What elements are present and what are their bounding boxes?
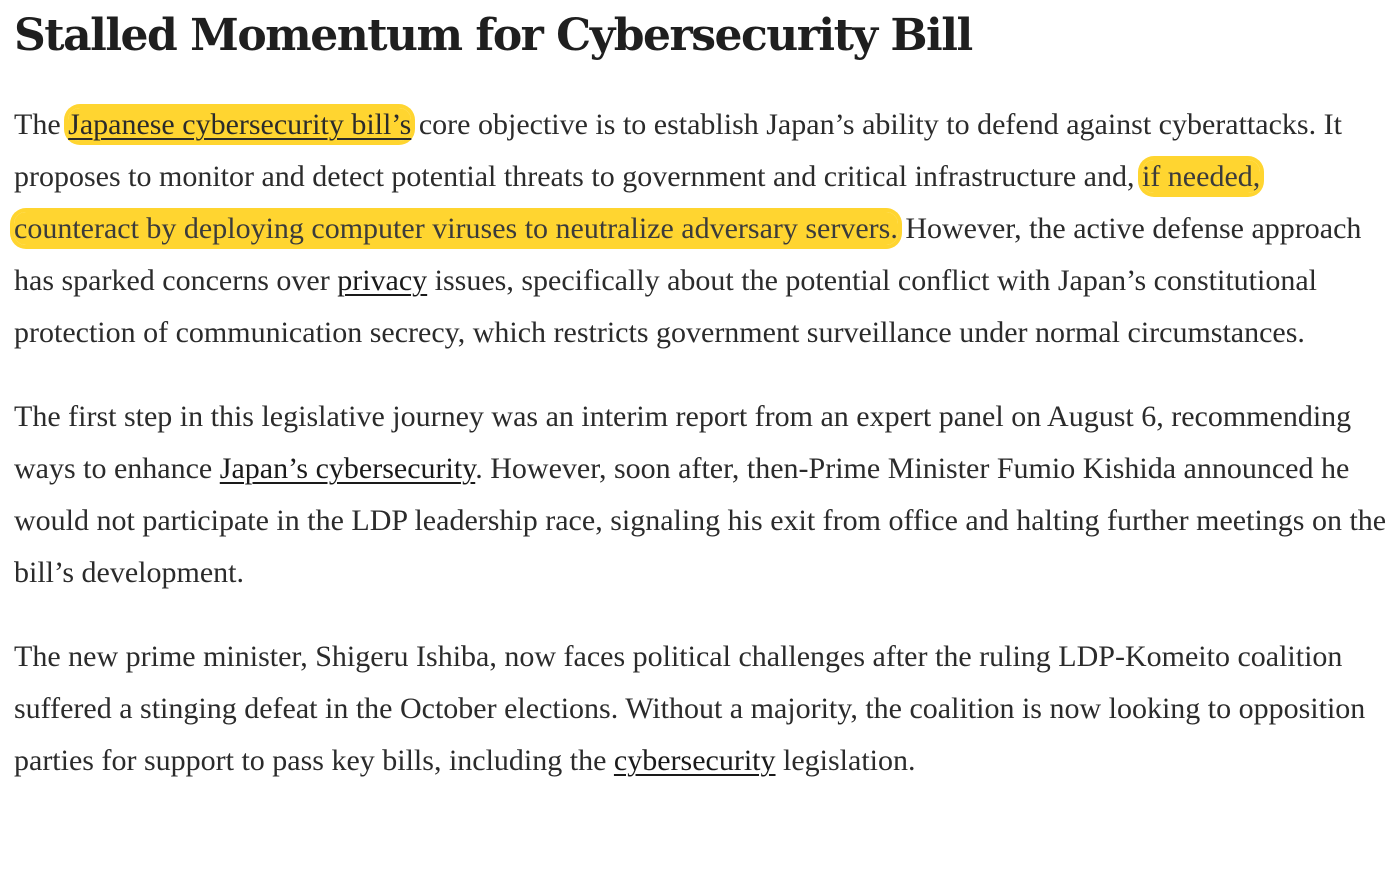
link-japans-cybersecurity[interactable]: Japan’s cybersecurity xyxy=(219,452,476,485)
paragraph-1-text-3: However, the active defense approach has sparked concerns over xyxy=(14,212,1362,297)
paragraph-2-text-2: . However, soon after, then-Prime Minister Fumio Kishida announced he would not participate in the LDP leadership race, signaling his exit from office and halting further meetings on the bill’s development. xyxy=(14,452,1387,589)
paragraph-3-text-1: The new prime minister, Shigeru Ishiba, now faces political challenges after the ruling LDP-Komeito coalition suffered a stinging defeat in the October elections. Without a majority, the coalition is now looking to opposition parties for support to pass key bills, including the xyxy=(14,640,1366,777)
highlight-counteract: if needed, counteract by deploying computer viruses to neutralize adversary servers. xyxy=(14,160,1261,245)
paragraph-3 xyxy=(14,631,1390,787)
link-cybersecurity[interactable]: cybersecurity xyxy=(613,744,776,777)
link-japanese-cybersecurity-bill[interactable]: Japanese cybersecurity bill’s xyxy=(68,108,412,141)
article-headline: Stalled Momentum for Cybersecurity Bill xyxy=(14,10,972,61)
paragraph-1-text-2: core objective is to establish Japan’s ability to defend against cyberattacks. It proposes to monitor and detect potential threats to government and critical infrastructure and, xyxy=(14,108,1342,193)
link-privacy[interactable]: privacy xyxy=(337,264,428,297)
paragraph-3-text-2: legislation. xyxy=(775,744,916,777)
paragraph-2 xyxy=(14,391,1390,599)
paragraph-1-text-4: issues, specifically about the potential conflict with Japan’s constitutional protection of communication secrecy, which restricts government surveillance under normal circumstances. xyxy=(14,264,1317,349)
highlight-bill xyxy=(68,108,411,141)
paragraph-1-text-1: The xyxy=(14,108,69,141)
article xyxy=(14,0,1390,787)
paragraph-2-text-1: The first step in this legislative journey was an interim report from an expert panel on August 6, recommending ways to enhance xyxy=(14,400,1352,485)
paragraph-1 xyxy=(14,99,1390,359)
